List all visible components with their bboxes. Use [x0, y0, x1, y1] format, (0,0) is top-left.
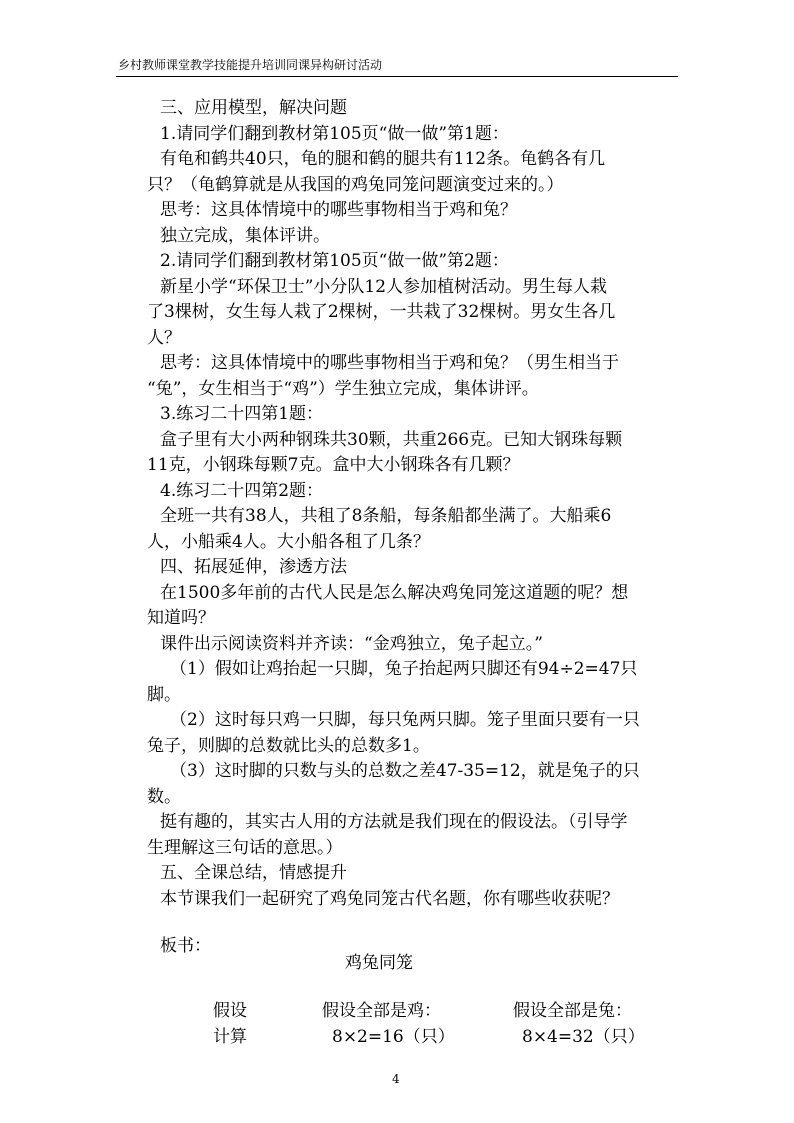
- text-line: 新星小学“环保卫士”小分队12人参加植树活动。男生每人栽: [160, 277, 608, 297]
- page-header: 乡村教师课堂教学技能提升培训同课异构研讨活动: [118, 58, 383, 72]
- board-row1-label: 假设: [213, 1001, 247, 1021]
- text-line: 全班一共有38人，共租了8条船，每条船都坐满了。大船乘6: [160, 506, 612, 526]
- page-number: 4: [392, 1072, 400, 1086]
- text-line: 五、全课总结，情感提升: [160, 863, 347, 883]
- board-row2-chicken: 8×2=16（只）: [332, 1027, 455, 1047]
- board-row2-rabbit: 8×4=32（只）: [522, 1027, 645, 1047]
- text-line: 1.请同学们翻到教材第105页“做一做”第1题：: [160, 124, 509, 144]
- text-line: 在1500多年前的古代人民是怎么解决鸡兔同笼这道题的呢？想: [160, 583, 629, 603]
- text-line: 11克，小钢珠每颗7克。盒中大小钢珠各有几颗？: [147, 455, 520, 475]
- text-line: 3.练习二十四第1题：: [160, 404, 324, 424]
- text-line: 人，小船乘4人。大小船各租了几条？: [147, 532, 430, 552]
- text-line: （1）假如让鸡抬起一只脚，兔子抬起两只脚还有94÷2=47只: [170, 659, 638, 679]
- text-line: 人？: [147, 328, 181, 348]
- text-line: 知道吗？: [147, 608, 215, 628]
- board-row2-label: 计算: [213, 1027, 247, 1047]
- text-line: 挺有趣的，其实古人用的方法就是我们现在的假设法。（引导学: [160, 812, 628, 832]
- text-line: 兔子，则脚的总数就比头的总数多1。: [147, 736, 430, 756]
- text-line: 本节课我们一起研究了鸡兔同笼古代名题，你有哪些收获呢？: [160, 889, 619, 909]
- text-line: 课件出示阅读资料并齐读：“金鸡独立，兔子起立。”: [160, 634, 543, 654]
- text-line: 有龟和鹤共40只，龟的腿和鹤的腿共有112条。龟鹤各有几: [160, 149, 606, 169]
- text-line: 生理解这三句话的意思。）: [147, 838, 343, 858]
- text-line: 4.练习二十四第2题：: [160, 481, 324, 501]
- board-title: 鸡兔同笼: [345, 953, 413, 973]
- text-line: 数。: [147, 787, 181, 807]
- text-line: 板书：: [160, 936, 211, 956]
- text-line: 了3棵树，女生每人栽了2棵树，一共栽了32棵树。男女生各几: [147, 302, 616, 322]
- text-line: 脚。: [147, 685, 181, 705]
- text-line: 只？（龟鹤算就是从我国的鸡兔同笼问题演变过来的。）: [147, 175, 564, 195]
- text-line: 思考：这具体情境中的哪些事物相当于鸡和兔？: [160, 200, 517, 220]
- text-line: （2）这时每只鸡一只脚，每只兔两只脚。笼子里面只要有一只: [170, 710, 640, 730]
- text-line: 独立完成，集体评讲。: [160, 226, 330, 246]
- header-rule: [116, 76, 678, 77]
- board-row1-rabbit: 假设全部是兔：: [513, 1001, 632, 1021]
- text-line: 思考：这具体情境中的哪些事物相当于鸡和兔？（男生相当于: [160, 353, 619, 373]
- text-line: 四、拓展延伸，渗透方法: [160, 557, 347, 577]
- text-line: 盒子里有大小两种钢珠共30颗，共重266克。已知大钢珠每颗: [160, 430, 623, 450]
- text-line: “兔”，女生相当于“鸡”）学生独立完成，集体讲评。: [147, 379, 539, 399]
- text-line: 2.请同学们翻到教材第105页“做一做”第2题：: [160, 251, 509, 271]
- text-line: 三、应用模型，解决问题: [160, 98, 347, 118]
- board-row1-chicken: 假设全部是鸡：: [322, 1001, 441, 1021]
- text-line: （3）这时脚的只数与头的总数之差47-35=12，就是兔子的只: [170, 761, 640, 781]
